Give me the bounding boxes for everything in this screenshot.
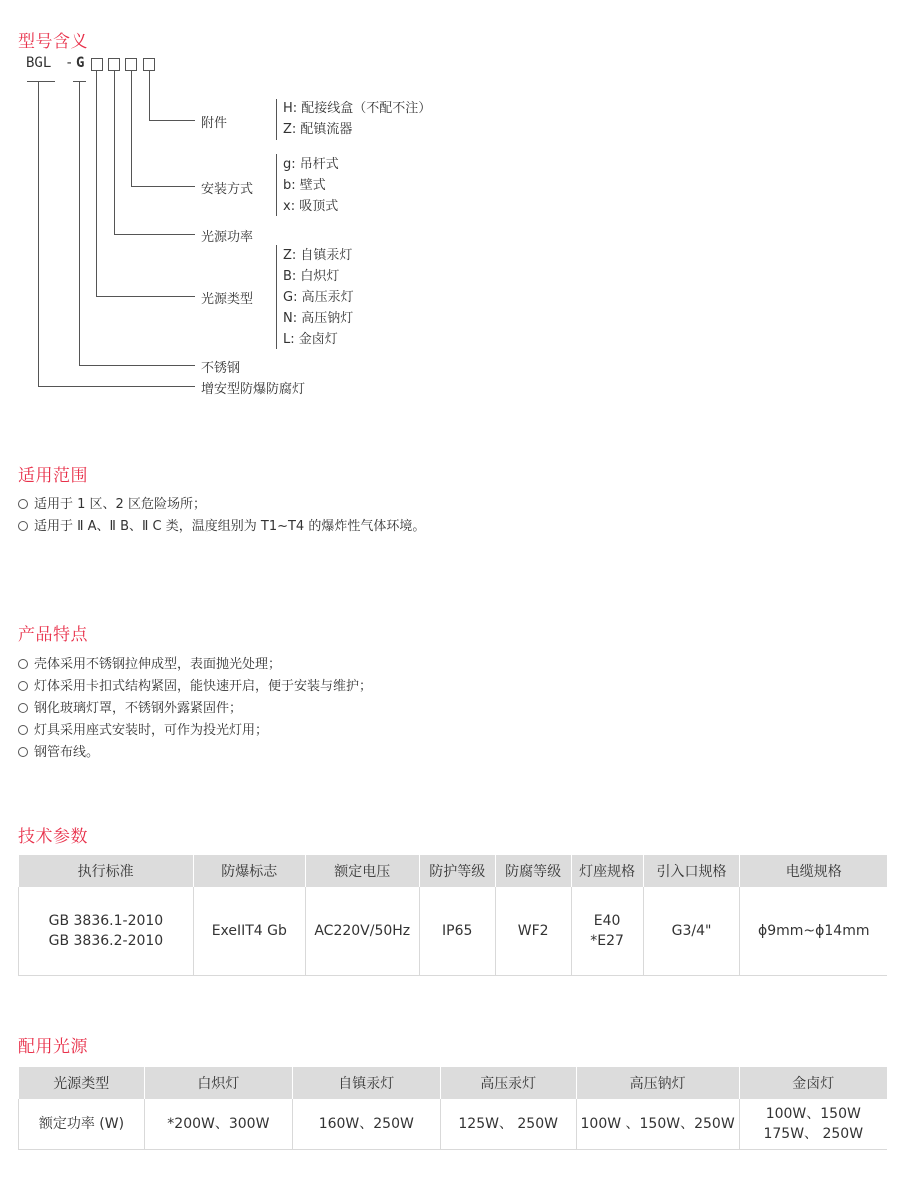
lamps-cell: 125W、 250W (440, 1099, 576, 1149)
scope-item: 适用于 Ⅱ A、Ⅱ B、Ⅱ C 类，温度组别为 T1~T4 的爆炸性气体环境。 (18, 515, 425, 534)
tree-line-box3 (131, 71, 132, 186)
label-accessory: 附件 (201, 116, 228, 131)
tree-branch-box2 (114, 234, 195, 235)
label-source-type: 光源类型 (201, 292, 254, 307)
tree-branch-g (79, 365, 195, 366)
code-box-3 (125, 58, 137, 71)
specs-cell: G3/4" (643, 887, 740, 975)
specs-header-cell: 引入口规格 (643, 855, 740, 887)
specs-cell: E40 *E27 (571, 887, 643, 975)
lamps-cell: 160W、250W (292, 1099, 440, 1149)
specs-cell: GB 3836.1-2010 GB 3836.2-2010 (19, 887, 194, 975)
circle-bullet-icon (18, 725, 28, 735)
specs-header-cell: 电缆规格 (740, 855, 887, 887)
prefix-underline (27, 81, 55, 82)
lamps-header-cell: 白炽灯 (144, 1067, 292, 1099)
specs-header-cell: 防护等级 (419, 855, 495, 887)
lamps-header-cell: 光源类型 (19, 1067, 145, 1099)
code-box-2 (108, 58, 120, 71)
option-source-g: G: 高压汞灯 (283, 290, 354, 305)
specs-heading: 技术参数 (18, 827, 88, 847)
tree-line-prefix (38, 81, 39, 386)
lamps-header-cell: 高压钠灯 (576, 1067, 739, 1099)
specs-header-cell: 执行标准 (19, 855, 194, 887)
lamps-cell: 100W 、150W、250W (576, 1099, 739, 1149)
lamps-cell: 100W、150W 175W、 250W (739, 1099, 887, 1149)
tree-line-g (79, 81, 80, 365)
option-g: g: 吊杆式 (283, 157, 339, 172)
circle-bullet-icon (18, 659, 28, 669)
lamps-heading: 配用光源 (18, 1037, 88, 1057)
feature-item: 灯体采用卡扣式结构紧固，能快速开启，便于安装与维护； (18, 675, 372, 694)
label-power: 光源功率 (201, 230, 254, 245)
option-source-n: N: 高压钠灯 (283, 311, 354, 326)
option-x: x: 吸顶式 (283, 199, 339, 214)
tree-branch-box4 (149, 120, 195, 121)
option-b: b: 壁式 (283, 178, 326, 193)
specs-cell: AC220V/50Hz (305, 887, 419, 975)
specs-header-cell: 额定电压 (305, 855, 419, 887)
feature-item: 灯具采用座式安装时，可作为投光灯用； (18, 719, 268, 738)
code-letter: G (76, 55, 85, 71)
label-mounting: 安装方式 (201, 182, 254, 197)
lamps-cell: *200W、300W (144, 1099, 292, 1149)
scope-heading: 适用范围 (18, 466, 88, 486)
circle-bullet-icon (18, 499, 28, 509)
specs-header-cell: 防爆标志 (193, 855, 305, 887)
bracket-source-type (276, 245, 277, 349)
specs-cell: ϕ9mm~ϕ14mm (740, 887, 887, 975)
option-z: Z: 配镇流器 (283, 122, 353, 137)
specs-cell: ExeIIT4 Gb (193, 887, 305, 975)
specs-cell: IP65 (419, 887, 495, 975)
specs-data-row (19, 887, 888, 975)
model-meaning-heading: 型号含义 (18, 32, 88, 52)
tree-line-box1 (96, 71, 97, 296)
scope-item: 适用于 1 区、2 区危险场所； (18, 493, 206, 512)
circle-bullet-icon (18, 521, 28, 531)
specs-cell: WF2 (495, 887, 571, 975)
tree-branch-box1 (96, 296, 195, 297)
circle-bullet-icon (18, 747, 28, 757)
option-h: H: 配接线盒（不配不注） (283, 101, 432, 116)
feature-item: 钢化玻璃灯罩，不锈钢外露紧固件； (18, 697, 242, 716)
specs-header-row (19, 855, 888, 887)
tree-branch-prefix (38, 386, 195, 387)
code-box-1 (91, 58, 103, 71)
label-stainless: 不锈钢 (201, 361, 241, 376)
tree-line-box4 (149, 71, 150, 120)
bracket-mounting (276, 154, 277, 216)
specs-header-cell: 灯座规格 (571, 855, 643, 887)
option-source-z: Z: 自镇汞灯 (283, 248, 353, 263)
code-dash: - (65, 55, 74, 71)
specs-table (18, 855, 887, 976)
lamps-cell: 额定功率 (W) (19, 1099, 145, 1149)
tree-line-box2 (114, 71, 115, 234)
circle-bullet-icon (18, 681, 28, 691)
label-lamp-type: 增安型防爆防腐灯 (201, 382, 306, 397)
code-box-4 (143, 58, 155, 71)
feature-item: 壳体采用不锈钢拉伸成型，表面抛光处理； (18, 653, 281, 672)
option-source-l: L: 金卤灯 (283, 332, 338, 347)
lamps-header-cell: 高压汞灯 (440, 1067, 576, 1099)
circle-bullet-icon (18, 703, 28, 713)
lamps-table (18, 1067, 887, 1150)
lamps-header-cell: 金卤灯 (739, 1067, 887, 1099)
specs-header-cell: 防腐等级 (495, 855, 571, 887)
features-heading: 产品特点 (18, 625, 88, 645)
lamps-data-row (19, 1099, 888, 1149)
option-source-b: B: 白炽灯 (283, 269, 340, 284)
code-prefix: BGL (26, 55, 52, 71)
lamps-header-cell: 自镇汞灯 (292, 1067, 440, 1099)
tree-branch-box3 (131, 186, 195, 187)
feature-item: 钢管布线。 (18, 741, 99, 760)
lamps-header-row (19, 1067, 888, 1099)
bracket-accessory (276, 99, 277, 140)
